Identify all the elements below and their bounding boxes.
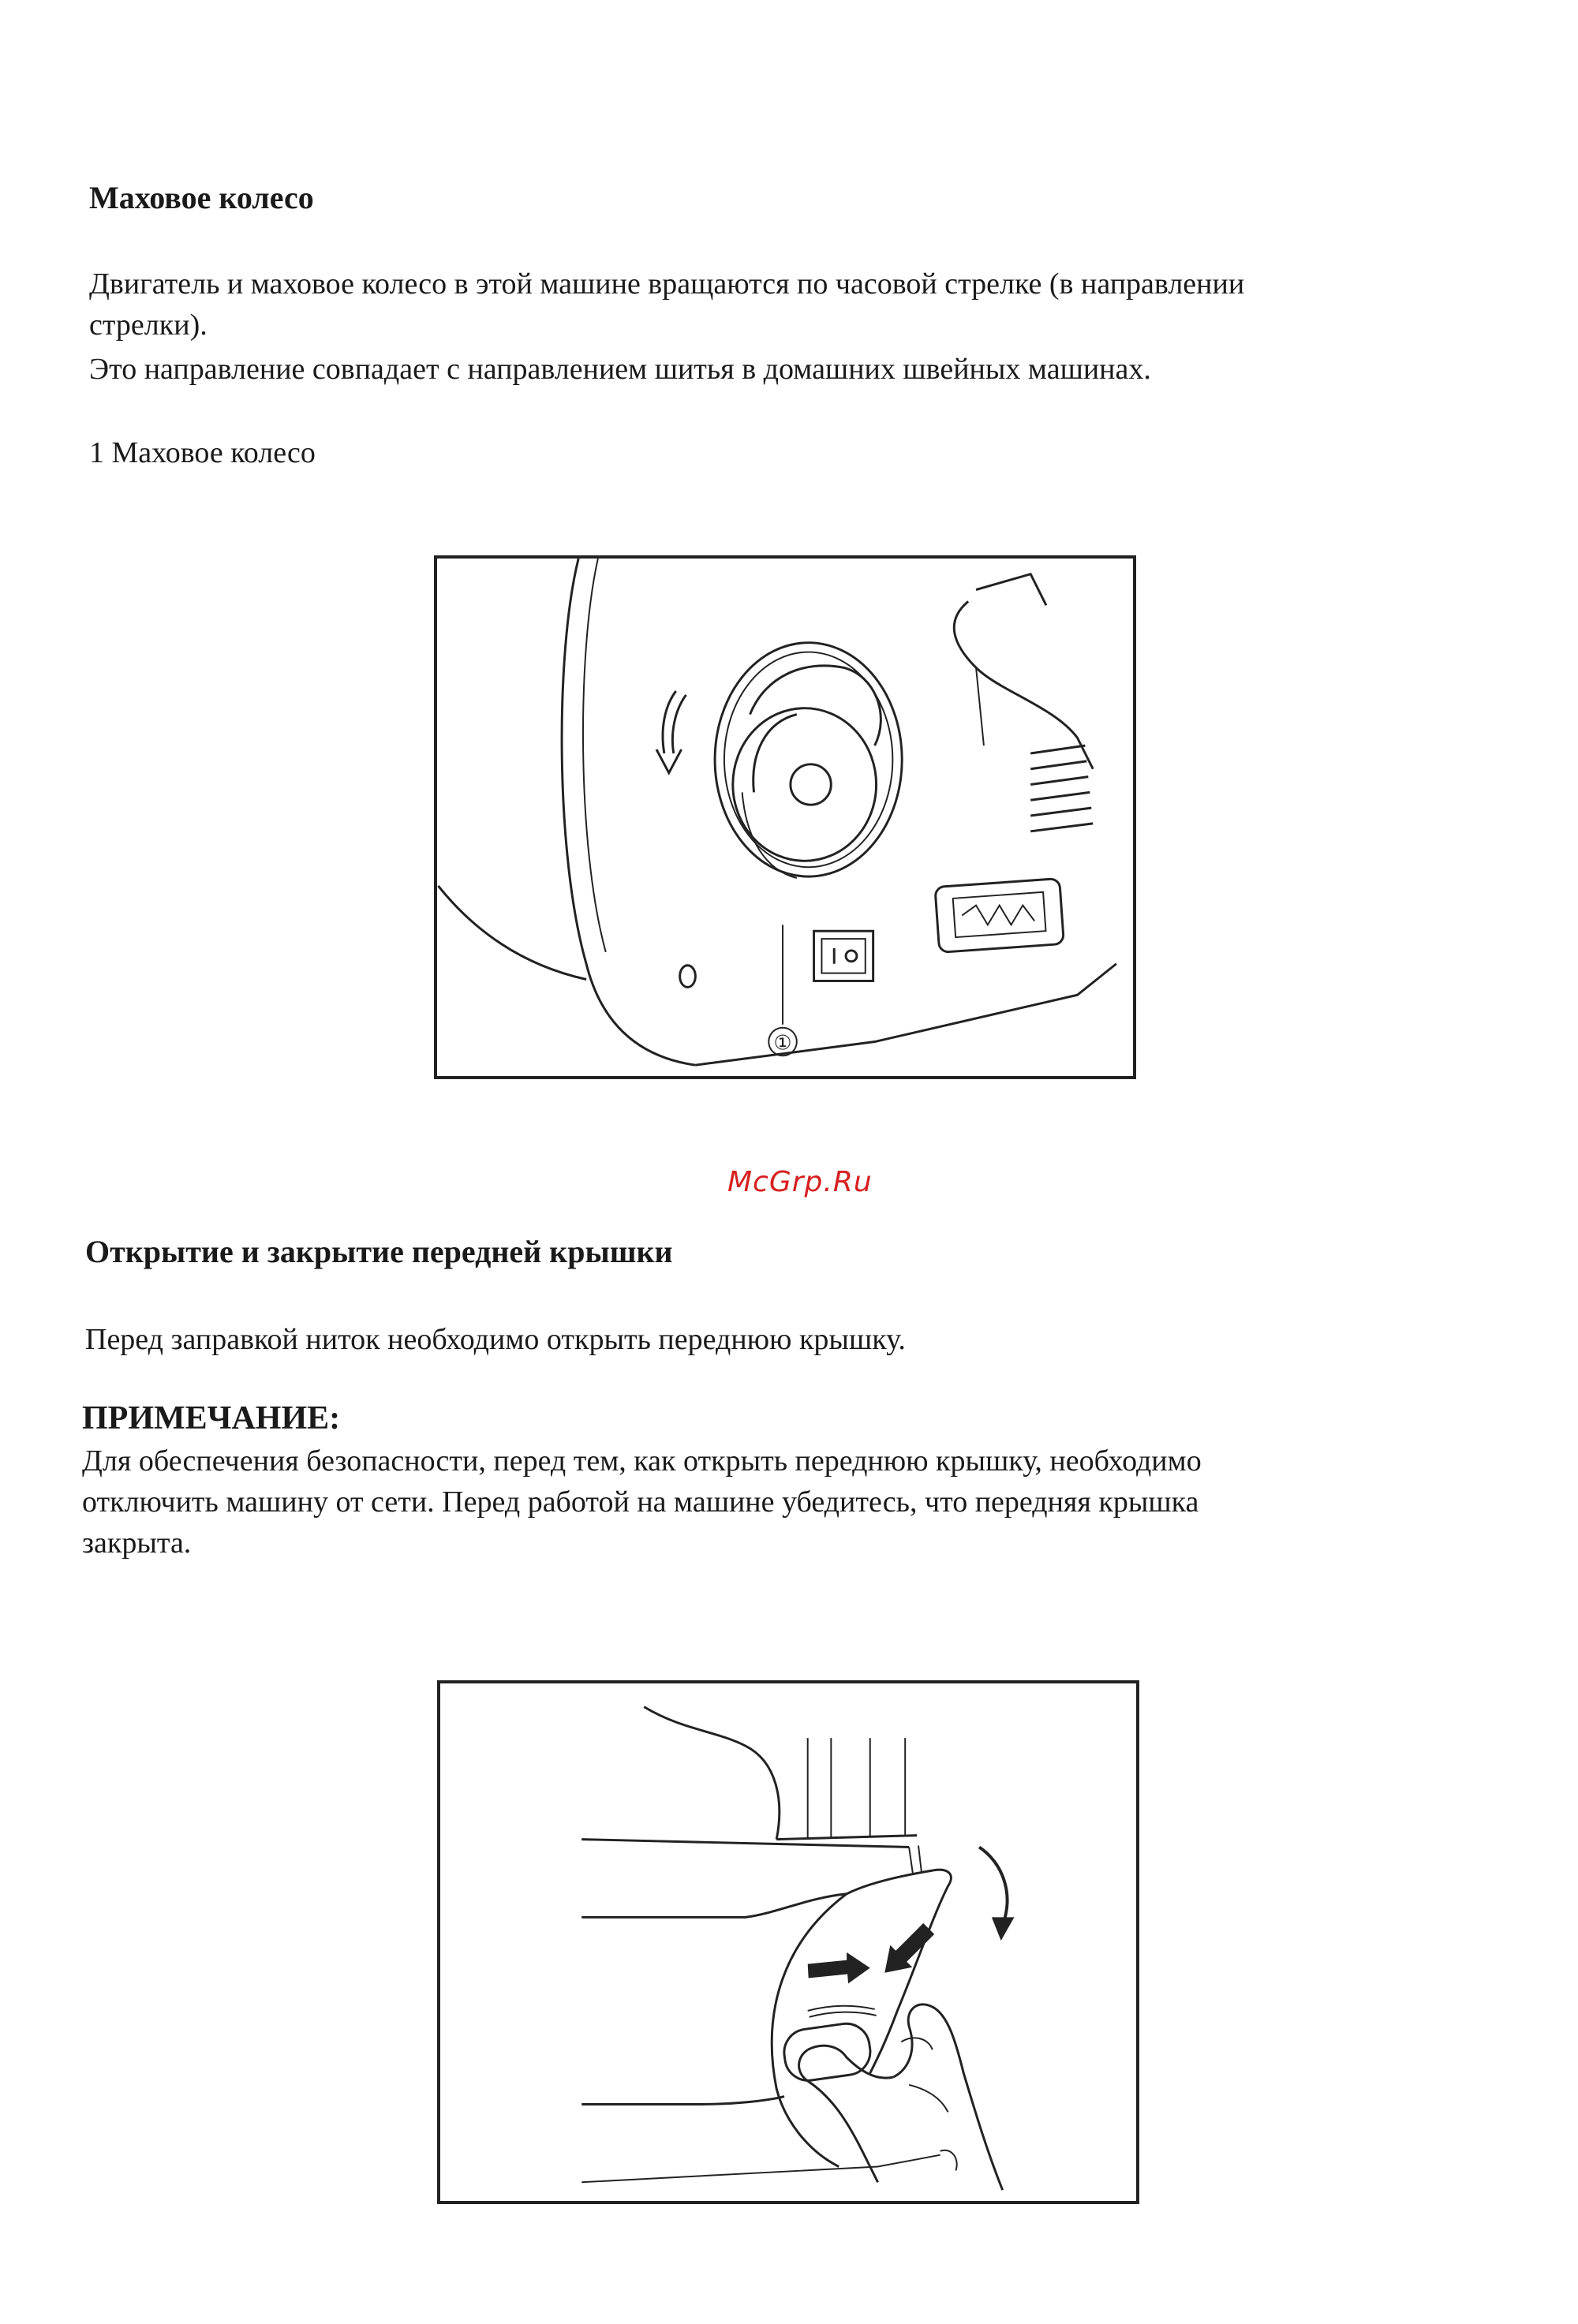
figure-callout-number: ① <box>773 1031 792 1056</box>
note-line: закрыта. <box>82 1526 192 1560</box>
figure-caption-handwheel: 1 Маховое колесо <box>89 436 316 469</box>
handwheel-paragraph-1 <box>89 263 1541 346</box>
handwheel-paragraph-2: Это направление совпадает с направлением шитья в домашних швейных машинах. <box>89 353 1151 386</box>
handwheel-illustration <box>437 559 1133 1076</box>
note-line: Для обеспечения безопасности, перед тем, как открыть переднюю крышку, необходимо <box>82 1444 1202 1478</box>
section-heading-handwheel: Маховое колесо <box>89 180 314 215</box>
watermark-text: McGrp.Ru <box>727 1166 873 1198</box>
front-cover-figure <box>437 1680 1139 2204</box>
front-cover-paragraph: Перед заправкой ниток необходимо открыть переднюю крышку. <box>85 1323 906 1356</box>
section-heading-front-cover: Открытие и закрытие передней крышки <box>85 1234 673 1269</box>
note-text <box>82 1440 1534 1564</box>
handwheel-figure <box>434 555 1136 1079</box>
note-heading: ПРИМЕЧАНИЕ: <box>82 1400 341 1437</box>
note-line: отключить машину от сети. Перед работой на машине убедитесь, что передняя крышка <box>82 1485 1199 1519</box>
paragraph-line: стрелки). <box>89 308 208 342</box>
paragraph-line: Двигатель и маховое колесо в этой машине вращаются по часовой стрелке (в направлении <box>89 267 1245 301</box>
front-cover-illustration <box>440 1683 1136 2201</box>
